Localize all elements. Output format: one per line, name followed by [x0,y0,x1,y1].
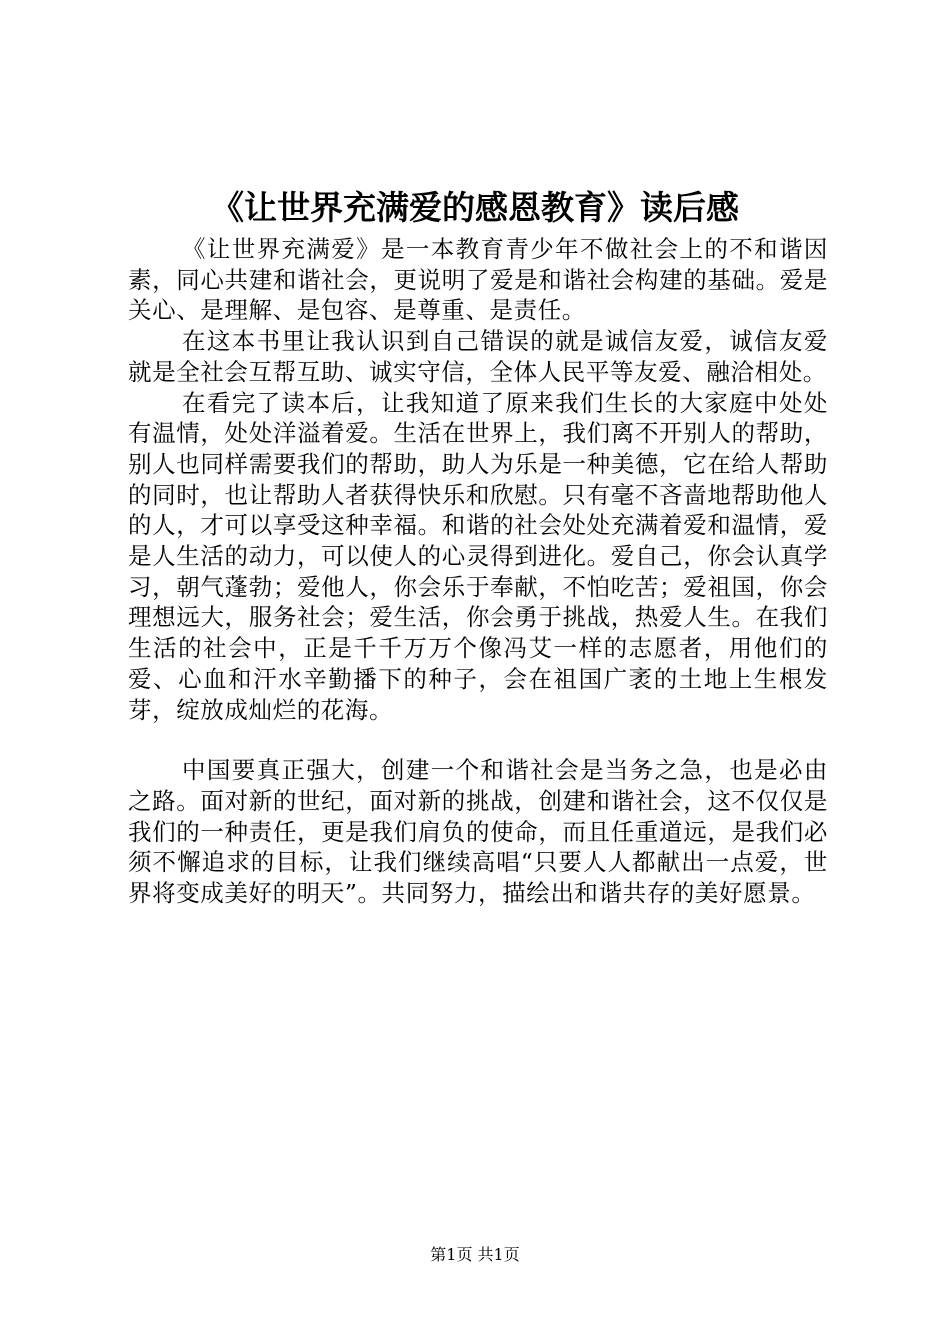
document-body [128,234,828,909]
paragraph-2: 在这本书里让我认识到自己错误的就是诚信友爱，诚信友爱就是全社会互帮互助、诚实守信，全体人民平等友爱、融洽相处。 [128,327,828,386]
paragraph-3: 在看完了读本后，让我知道了原来我们生长的大家庭中处处有温情，处处洋溢着爱。生活在世界上，我们离不开别人的帮助，别人也同样需要我们的帮助，助人为乐是一种美德，它在给人帮助的同时，也让帮助人者获得快乐和欣慰。只有毫不吝啬地帮助他人的人，才可以享受这种幸福。和谐的社会处处充满着爱和温情，爱是人生活的动力，可以使人的心灵得到进化。爱自己，你会认真学习，朝气蓬勃；爱他人，你会乐于奉献，不怕吃苦；爱祖国，你会理想远大，服务社会；爱生活，你会勇于挑战，热爱人生。在我们生活的社会中，正是千千万万个像冯艾一样的志愿者，用他们的爱、心血和汗水辛勤播下的种子，会在祖国广袤的土地上生根发芽，绽放成灿烂的花海。 [128,388,828,724]
document-title: 《让世界充满爱的感恩教育》读后感 [211,188,739,227]
page-number-footer: 第1页 共1页 [430,1245,520,1264]
paragraph-1: 《让世界充满爱》是一本教育青少年不做社会上的不和谐因素，同心共建和谐社会，更说明了爱是和谐社会构建的基础。爱是关心、是理解、是包容、是尊重、是责任。 [128,235,828,325]
paragraph-4: 中国要真正强大，创建一个和谐社会是当务之急，也是必由之路。面对新的世纪，面对新的挑战，创建和谐社会，这不仅仅是我们的一种责任，更是我们肩负的使命，而且任重道远，是我们必须不懈追求的目标，让我们继续高唱“只要人人都献出一点爱，世界将变成美好的明天”。共同努力，描绘出和谐共存的美好愿景。 [128,756,828,908]
